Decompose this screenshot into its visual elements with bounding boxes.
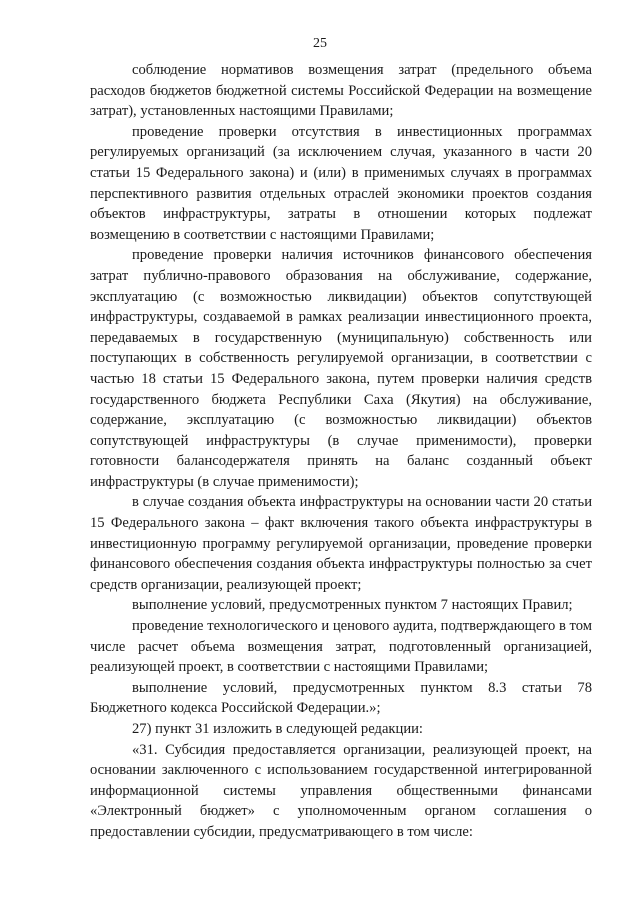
paragraph: в случае создания объекта инфраструктуры на основании части 20 статьи 15 Федерального закона – факт включения такого объекта инфраструктуры в инвестиционную программу регулируемой организации, проведение проверки финансового обеспечения создания объекта инфраструктуры полностью за счет средств организации, реализующей проект; [90,494,592,593]
paragraph: проведение проверки отсутствия в инвестиционных программах регулируемых организаций (за исключением случая, указанного в части 20 статьи 15 Федерального закона) и (или) в применимых случаях в программах перспективного развития отдельных отраслей экономики проектов создания объектов инфраструктуры, затраты в отношении которых подлежат возмещению в соответствии с настоящими Правилами; [90,123,592,243]
document-body [90,60,592,843]
paragraph: выполнение условий, предусмотренных пунктом 8.3 статьи 78 Бюджетного кодекса Российской Федерации.»; [90,679,592,717]
page-number: 25 [313,36,327,51]
paragraph: «31. Субсидия предоставляется организации, реализующей проект, на основании заключенного с использованием государственной интегрированной информационной системы управления общественными финансами «Электронный бюджет» с уполномоченным органом соглашения о предоставлении субсидии, предусматривающего в том числе: [90,741,592,840]
paragraph: выполнение условий, предусмотренных пунктом 7 настоящих Правил; [132,597,573,614]
paragraph: соблюдение нормативов возмещения затрат (предельного объема расходов бюджетов бюджетной системы Российской Федерации на возмещение затрат), установленных настоящими Правилами; [90,62,592,120]
paragraph: проведение технологического и ценового аудита, подтверждающего в том числе расчет объема возмещения затрат, подготовленный организацией, реализующей проект, в соответствии с настоящими Правилами; [90,618,592,676]
paragraph: 27) пункт 31 изложить в следующей редакции: [132,721,423,737]
paragraph: проведение проверки наличия источников финансового обеспечения затрат публично-правового образования на обслуживание, содержание, эксплуатацию (с возможностью ликвидации) объектов сопутствующей инфраструктуры, создаваемой в рамках реализации инвестиционного проекта, передаваемых в государственную (муниципальную) собственность или поступающих в собственность регулируемой организации, в соответствии с частью 18 статьи 15 Федерального закона, путем проверки наличия средств государственного бюджета Республики Саха (Якутия) на обслуживание, содержание, эксплуатацию (с возможностью ликвидации) объектов сопутствующей инфраструктуры (в случае применимости), проверки готовности балансодержателя принять на баланс созданный объект инфраструктуры (в случае применимости); [90,247,592,490]
